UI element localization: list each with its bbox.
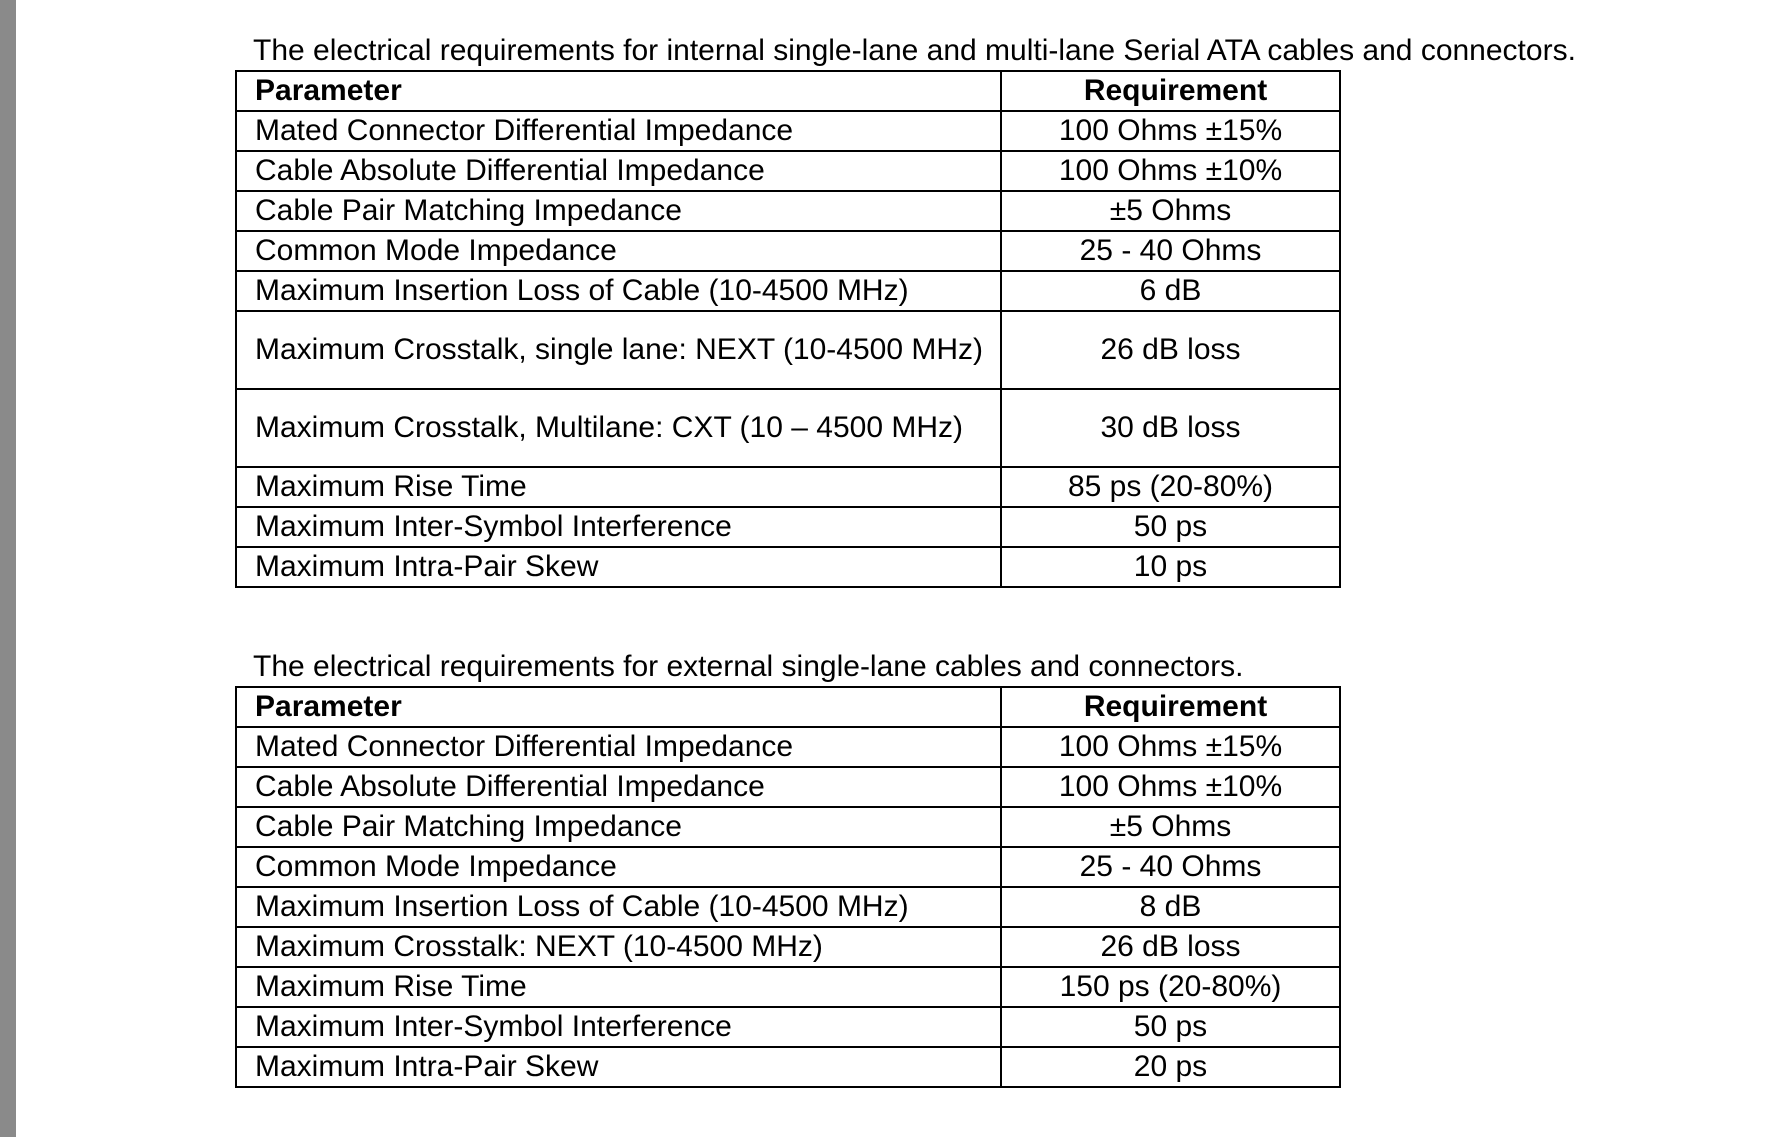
requirement-cell: ±5 Ohms <box>1001 807 1340 847</box>
page-edge-bar <box>0 0 16 1137</box>
requirement-cell: ±5 Ohms <box>1001 191 1340 231</box>
parameter-cell: Maximum Inter-Symbol Interference <box>236 1007 1001 1047</box>
parameter-cell: Common Mode Impedance <box>236 231 1001 271</box>
table-row <box>236 727 1340 767</box>
external-table-caption: The electrical requirements for external single-lane cables and connectors. <box>253 650 1244 683</box>
parameter-cell: Maximum Crosstalk: NEXT (10-4500 MHz) <box>236 927 1001 967</box>
table-row <box>236 111 1340 151</box>
table-row <box>236 807 1340 847</box>
requirement-cell: 20 ps <box>1001 1047 1340 1087</box>
table-row <box>236 1007 1340 1047</box>
table-header-row <box>236 687 1340 727</box>
internal-table-caption: The electrical requirements for internal single-lane and multi-lane Serial ATA cables and connectors. <box>253 34 1576 67</box>
internal-requirements-section <box>235 34 1576 588</box>
parameter-cell: Maximum Insertion Loss of Cable (10-4500 MHz) <box>236 271 1001 311</box>
table-row <box>236 467 1340 507</box>
parameter-cell: Maximum Inter-Symbol Interference <box>236 507 1001 547</box>
table-row <box>236 507 1340 547</box>
table-row <box>236 1047 1340 1087</box>
requirement-cell: 85 ps (20-80%) <box>1001 467 1340 507</box>
external-requirements-section <box>235 650 1341 1088</box>
requirement-header: Requirement <box>1001 687 1340 727</box>
requirement-cell: 26 dB loss <box>1001 927 1340 967</box>
table-row <box>236 151 1340 191</box>
external-requirements-table <box>235 686 1341 1088</box>
table-row <box>236 231 1340 271</box>
table-row <box>236 389 1340 467</box>
requirement-cell: 100 Ohms ±10% <box>1001 767 1340 807</box>
table-row <box>236 271 1340 311</box>
table-row <box>236 547 1340 587</box>
table-row <box>236 887 1340 927</box>
parameter-cell: Mated Connector Differential Impedance <box>236 727 1001 767</box>
parameter-cell: Cable Pair Matching Impedance <box>236 191 1001 231</box>
requirement-cell: 8 dB <box>1001 887 1340 927</box>
parameter-cell: Maximum Crosstalk, single lane: NEXT (10-4500 MHz) <box>236 311 1001 389</box>
parameter-cell: Maximum Insertion Loss of Cable (10-4500 MHz) <box>236 887 1001 927</box>
parameter-cell: Common Mode Impedance <box>236 847 1001 887</box>
parameter-cell: Mated Connector Differential Impedance <box>236 111 1001 151</box>
table-row <box>236 311 1340 389</box>
requirement-cell: 100 Ohms ±15% <box>1001 727 1340 767</box>
parameter-cell: Cable Pair Matching Impedance <box>236 807 1001 847</box>
parameter-cell: Maximum Intra-Pair Skew <box>236 547 1001 587</box>
table-header-row <box>236 71 1340 111</box>
requirement-cell: 100 Ohms ±15% <box>1001 111 1340 151</box>
requirement-cell: 100 Ohms ±10% <box>1001 151 1340 191</box>
requirement-cell: 25 - 40 Ohms <box>1001 847 1340 887</box>
requirement-header: Requirement <box>1001 71 1340 111</box>
table-row <box>236 847 1340 887</box>
internal-requirements-table <box>235 70 1341 588</box>
requirement-cell: 6 dB <box>1001 271 1340 311</box>
requirement-cell: 26 dB loss <box>1001 311 1340 389</box>
requirement-cell: 10 ps <box>1001 547 1340 587</box>
table-row <box>236 967 1340 1007</box>
parameter-cell: Maximum Rise Time <box>236 467 1001 507</box>
parameter-cell: Cable Absolute Differential Impedance <box>236 151 1001 191</box>
parameter-cell: Maximum Crosstalk, Multilane: CXT (10 – 4500 MHz) <box>236 389 1001 467</box>
requirement-cell: 150 ps (20-80%) <box>1001 967 1340 1007</box>
table-row <box>236 927 1340 967</box>
parameter-cell: Maximum Rise Time <box>236 967 1001 1007</box>
parameter-header: Parameter <box>236 687 1001 727</box>
requirement-cell: 25 - 40 Ohms <box>1001 231 1340 271</box>
requirement-cell: 50 ps <box>1001 1007 1340 1047</box>
table-row <box>236 191 1340 231</box>
parameter-cell: Maximum Intra-Pair Skew <box>236 1047 1001 1087</box>
requirement-cell: 50 ps <box>1001 507 1340 547</box>
table-row <box>236 767 1340 807</box>
parameter-cell: Cable Absolute Differential Impedance <box>236 767 1001 807</box>
parameter-header: Parameter <box>236 71 1001 111</box>
requirement-cell: 30 dB loss <box>1001 389 1340 467</box>
